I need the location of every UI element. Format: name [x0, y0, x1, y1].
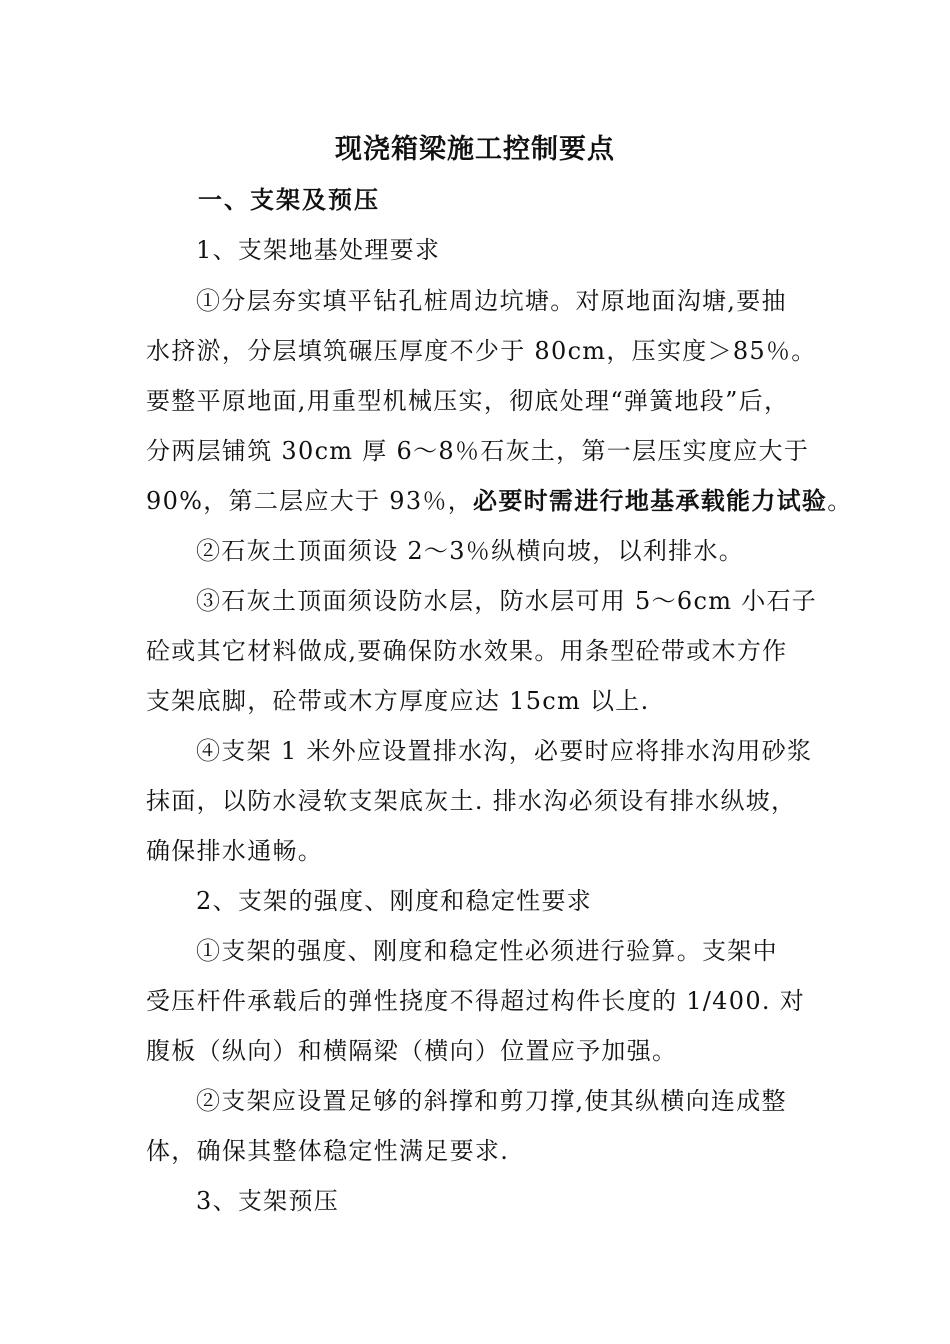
paragraph-line: 分两层铺筑 30cm 厚 6～8％石灰土，第一层压实度应大于	[146, 437, 810, 465]
paragraph-line: ①支架的强度、刚度和稳定性必须进行验算。支架中	[196, 937, 778, 965]
paragraph-line: 确保排水通畅。	[146, 837, 324, 865]
emphasized-text: 必要时需进行地基承载能力试验	[473, 486, 828, 515]
paragraph-line: ③石灰土顶面须设防水层，防水层可用 5～6cm 小石子	[196, 587, 818, 615]
paragraph-line: 腹板（纵向）和横隔梁（横向）位置应予加强。	[146, 1037, 678, 1065]
paragraph-line: 抹面，以防水浸软支架底灰土. 排水沟必须设有排水纵坡，	[146, 787, 797, 815]
paragraph-text: 。	[827, 487, 853, 515]
paragraph-line: 体，确保其整体稳定性满足要求.	[146, 1137, 510, 1165]
paragraph-line: ①分层夯实填平钻孔桩周边坑塘。对原地面沟塘,要抽	[196, 287, 787, 315]
paragraph-line: ④支架 1 米外应设置排水沟，必要时应将排水沟用砂浆	[196, 737, 813, 765]
paragraph-line: ②支架应设置足够的斜撑和剪刀撑,使其纵横向连成整	[196, 1087, 787, 1115]
paragraph-line: 支架底脚，砼带或木方厚度应达 15cm 以上.	[146, 687, 650, 715]
subheading-strength-stability: 2、支架的强度、刚度和稳定性要求	[196, 887, 593, 915]
paragraph-line: 受压杆件承载后的弹性挠度不得超过构件长度的 1/400. 对	[146, 987, 806, 1015]
paragraph-line: 水挤淤，分层填筑碾压厚度不少于 80cm，压实度＞85％。	[146, 337, 817, 365]
subheading-foundation-requirements: 1、支架地基处理要求	[196, 236, 441, 264]
paragraph-line: ②石灰土顶面须设 2～3％纵横向坡，以利排水。	[196, 537, 745, 565]
paragraph-line: 要整平原地面,用重型机械压实，彻底处理“弹簧地段”后，	[146, 387, 790, 415]
paragraph-text: 90%，第二层应大于 93％，	[146, 487, 474, 515]
document-title: 现浇箱梁施工控制要点	[335, 134, 615, 165]
section-heading-supports-preload: 一、支架及预压	[198, 185, 380, 214]
paragraph-line: 砼或其它材料做成,要确保防水效果。用条型砼带或木方作	[146, 637, 788, 665]
paragraph-line	[146, 481, 853, 521]
subheading-support-preload: 3、支架预压	[196, 1187, 340, 1215]
